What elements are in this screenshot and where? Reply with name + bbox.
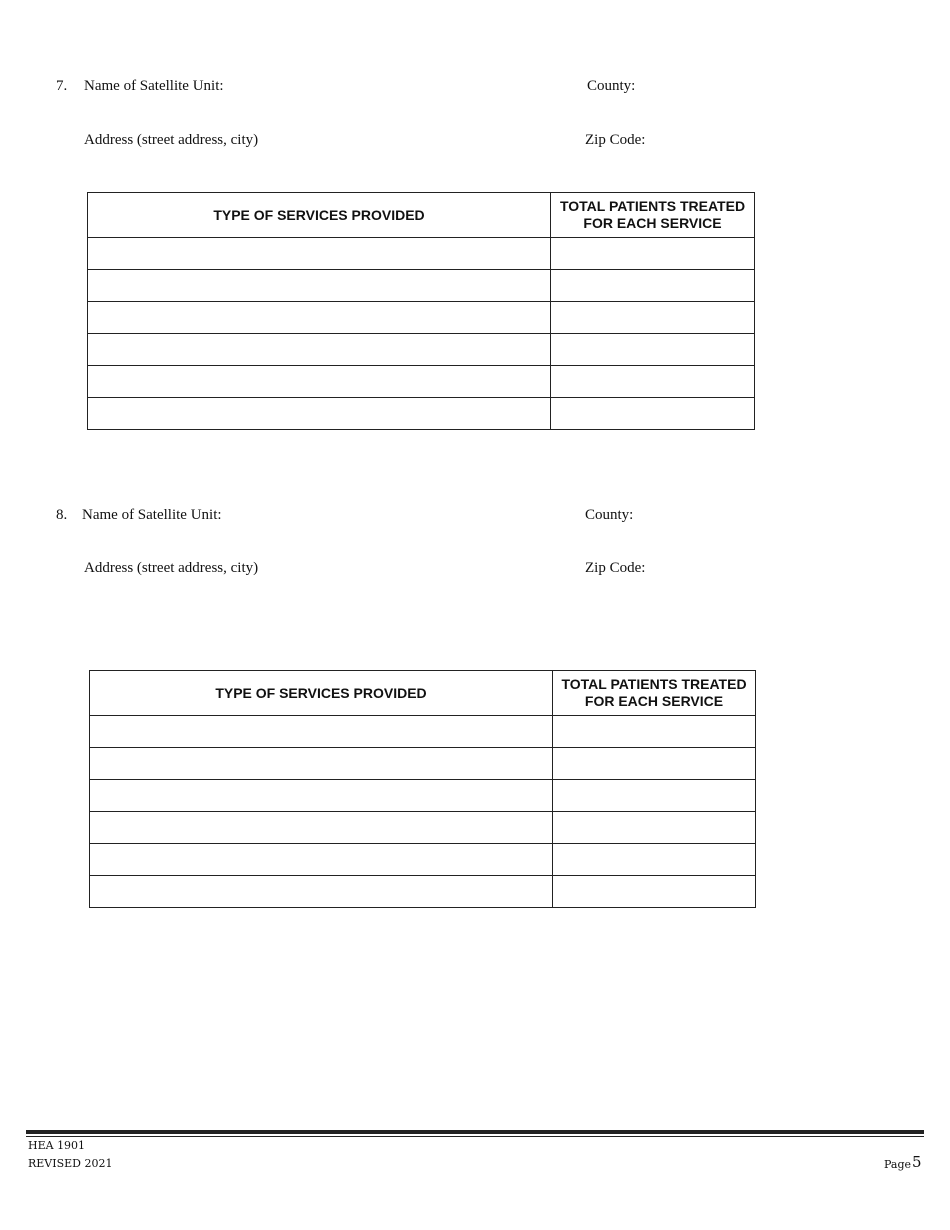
patients-total-cell[interactable] (551, 366, 755, 398)
county-label: County: (587, 78, 636, 94)
table-row (90, 844, 756, 876)
table-row (88, 366, 755, 398)
table-row (90, 780, 756, 812)
service-type-cell[interactable] (88, 398, 551, 430)
page-label: Page (884, 1158, 912, 1171)
satellite-name-label: Name of Satellite Unit: (84, 78, 224, 94)
table-row (90, 876, 756, 908)
services-type-header: TYPE OF SERVICES PROVIDED (90, 671, 553, 716)
service-type-cell[interactable] (90, 780, 553, 812)
service-type-cell[interactable] (88, 302, 551, 334)
satellite-name-label: Name of Satellite Unit: (82, 507, 222, 523)
patients-total-header-line1: TOTAL PATIENTS TREATED (561, 676, 747, 692)
patients-total-header-line1: TOTAL PATIENTS TREATED (559, 198, 746, 214)
service-type-cell[interactable] (88, 238, 551, 270)
table-row (88, 270, 755, 302)
patients-total-cell[interactable] (553, 812, 756, 844)
table-row (90, 716, 756, 748)
table-row (88, 334, 755, 366)
county-label: County: (585, 507, 634, 523)
service-type-cell[interactable] (88, 366, 551, 398)
table-row (88, 238, 755, 270)
revised-date: REVISED 2021 (28, 1157, 113, 1170)
table-row (90, 748, 756, 780)
zip-code-label: Zip Code: (585, 132, 646, 148)
services-type-header: TYPE OF SERVICES PROVIDED (88, 193, 551, 238)
address-label: Address (street address, city) (84, 132, 259, 148)
footer-rule-thin (26, 1136, 924, 1137)
patients-total-header (553, 671, 756, 716)
footer-rule-thick (26, 1130, 924, 1134)
form-id: HEA 1901 (28, 1139, 86, 1152)
page-number: 5 (912, 1153, 922, 1171)
patients-total-cell[interactable] (551, 334, 755, 366)
patients-total-cell[interactable] (551, 398, 755, 430)
patients-total-cell[interactable] (551, 302, 755, 334)
patients-total-cell[interactable] (551, 238, 755, 270)
patients-total-header (551, 193, 755, 238)
service-type-cell[interactable] (90, 716, 553, 748)
service-type-cell[interactable] (88, 270, 551, 302)
services-table (89, 670, 756, 908)
service-type-cell[interactable] (90, 812, 553, 844)
patients-total-cell[interactable] (551, 270, 755, 302)
patients-total-cell[interactable] (553, 876, 756, 908)
service-type-cell[interactable] (88, 334, 551, 366)
patients-total-cell[interactable] (553, 716, 756, 748)
patients-total-cell[interactable] (553, 780, 756, 812)
patients-total-header-line2: FOR EACH SERVICE (584, 693, 724, 709)
service-type-cell[interactable] (90, 748, 553, 780)
table-row (90, 812, 756, 844)
zip-code-label: Zip Code: (585, 560, 646, 576)
address-label: Address (street address, city) (84, 560, 259, 576)
table-row (88, 302, 755, 334)
patients-total-cell[interactable] (553, 844, 756, 876)
service-type-cell[interactable] (90, 844, 553, 876)
item-number: 8. (56, 507, 68, 523)
service-type-cell[interactable] (90, 876, 553, 908)
services-table (87, 192, 755, 430)
item-number: 7. (56, 78, 68, 94)
patients-total-cell[interactable] (553, 748, 756, 780)
table-row (88, 398, 755, 430)
patients-total-header-line2: FOR EACH SERVICE (583, 215, 722, 231)
